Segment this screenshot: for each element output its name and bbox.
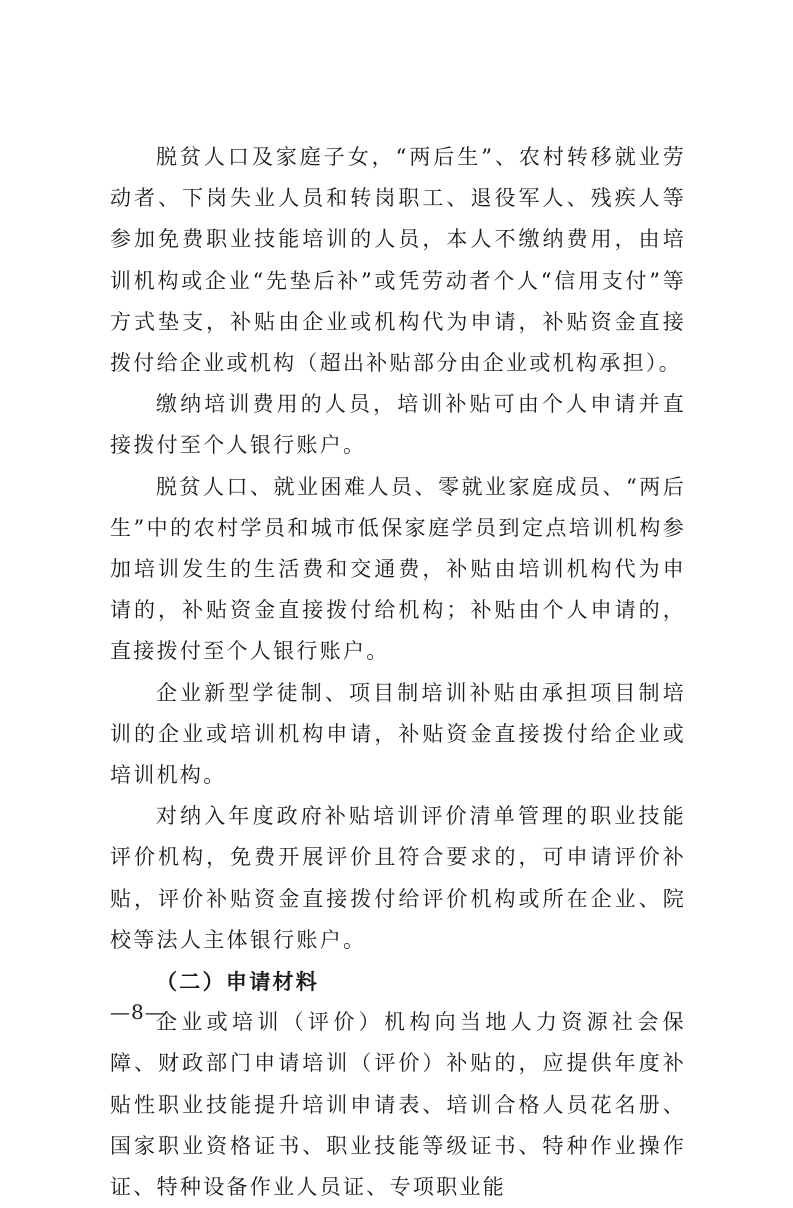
- section-heading: （二）申请材料: [156, 969, 320, 995]
- paragraph-4: 企业新型学徒制、项目制培训补贴由承担项目制培训的企业或培训机构申请，补贴资金直接拨付给企业或培训机构。: [110, 680, 686, 788]
- paragraph-3: 脱贫人口、就业困难人员、零就业家庭成员、“两后生”中的农村学员和城市低保家庭学员到定点培训机构参加培训发生的生活费和交通费，补贴由培训机构代为申请的，补贴资金直接拨付给机构；补贴由个人申请的，直接拨付至个人银行账户。: [110, 474, 686, 664]
- paragraph-1: 脱贫人口及家庭子女，“两后生”、农村转移就业劳动者、下岗失业人员和转岗职工、退役军人、残疾人等参加免费职业技能培训的人员，本人不缴纳费用，由培训机构或企业“先垫后补”或凭劳动者个人“信用支付”等方式垫支，补贴由企业或机构代为申请，补贴资金直接拨付给企业或机构（超出补贴部分由企业或机构承担）。: [110, 145, 686, 376]
- paragraph-2: 缴纳培训费用的人员，培训补贴可由个人申请并直接拨付至个人银行账户。: [110, 392, 686, 458]
- paragraph-6: 企业或培训（评价）机构向当地人力资源社会保障、财政部门申请培训（评价）补贴的，应提供年度补贴性职业技能提升培训申请表、培训合格人员花名册、国家职业资格证书、职业技能等级证书、特种作业操作证、特种设备作业人员证、专项职业能: [110, 1010, 686, 1200]
- page-number: —8—: [110, 1000, 166, 1024]
- paragraph-5: 对纳入年度政府补贴培训评价清单管理的职业技能评价机构，免费开展评价且符合要求的，可申请评价补贴，评价补贴资金直接拨付给评价机构或所在企业、院校等法人主体银行账户。: [110, 804, 686, 952]
- body-text: [110, 137, 686, 1208]
